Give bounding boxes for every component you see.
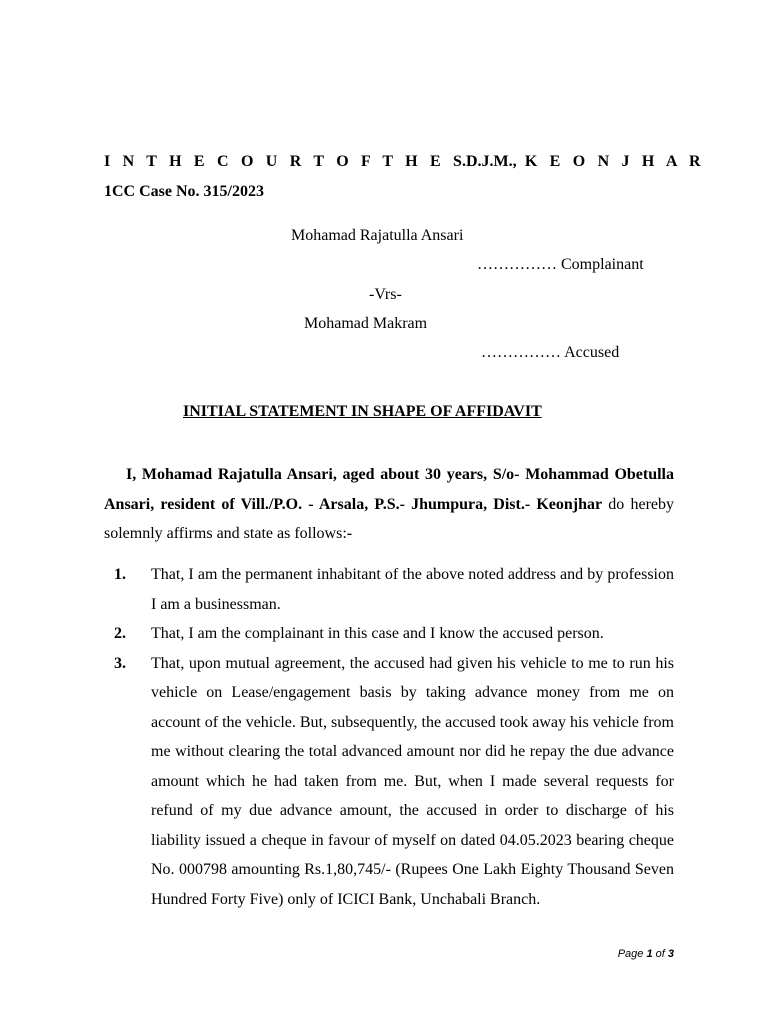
intro-paragraph: [104, 460, 674, 549]
intro-end: -: [346, 525, 353, 542]
court-heading: [104, 153, 705, 171]
list-item-number: 3.: [114, 654, 126, 672]
list-item-text: That, I am the complainant in this case and I know the accused person.: [151, 625, 604, 642]
intro-normal: do hereby solemnly affirms and state as follows:: [104, 495, 675, 542]
court-heading-main: I N T H E C O U R T O F T H E: [104, 153, 445, 170]
footer-page-number: 1: [646, 948, 653, 960]
complainant-name: Mohamad Rajatulla Ansari: [291, 227, 464, 244]
list-item-text: That, I am the permanent inhabitant of the above noted address and by profession I am a businessman.: [151, 566, 674, 613]
accused-name: Mohamad Makram: [304, 315, 428, 332]
list-item-number: 1.: [114, 566, 126, 583]
footer-page-total: 3: [667, 948, 674, 960]
accused-role: …………… Accused: [481, 344, 620, 361]
list-item: [104, 560, 674, 619]
statement-list: [104, 560, 674, 914]
case-number: 1CC Case No. 315/2023: [104, 183, 264, 200]
document-title: INITIAL STATEMENT IN SHAPE OF AFFIDAVIT: [183, 403, 542, 420]
list-item-number: 2.: [114, 625, 126, 642]
court-heading-place: K E O N J H A R: [524, 153, 705, 170]
footer-page-word: Page: [617, 948, 647, 960]
page-footer: [618, 948, 674, 960]
list-item-text: That, upon mutual agreement, the accused had given his vehicle to me to run his vehicle on Lease/engagement basis by taking advance money from me on account of the vehicle. But, subsequently, the accused took away his vehicle from me without clearing the total advanced amount nor did he repay the due advance amount which he had taken from me. But, when I made several requests for refund of my due advance amount, the accused in order to discharge of his liability issued a cheque in favour of myself on dated 04.05.2023 bearing cheque No. 000798 amounting Rs.1,80,745/- (Rupees One Lakh Eighty Thousand Seven Hundred Forty Five) only of ICICI Bank, Unchabali Branch.: [151, 654, 674, 908]
list-item: [104, 619, 674, 649]
intro-bold: I, Mohamad Rajatulla Ansari, aged about 30 years, S/o- Mohammad Obetulla Ansari, resident of Vill./P.O. - Arsala, P.S.- Jhumpura, Dist.- Keonjhar: [104, 466, 674, 513]
footer-of-word: of: [652, 948, 668, 960]
versus-label: -Vrs-: [369, 286, 402, 303]
complainant-role: …………… Complainant: [477, 256, 644, 273]
court-heading-sdjm: S.D.J.M.,: [453, 153, 517, 170]
list-item: [104, 649, 674, 915]
